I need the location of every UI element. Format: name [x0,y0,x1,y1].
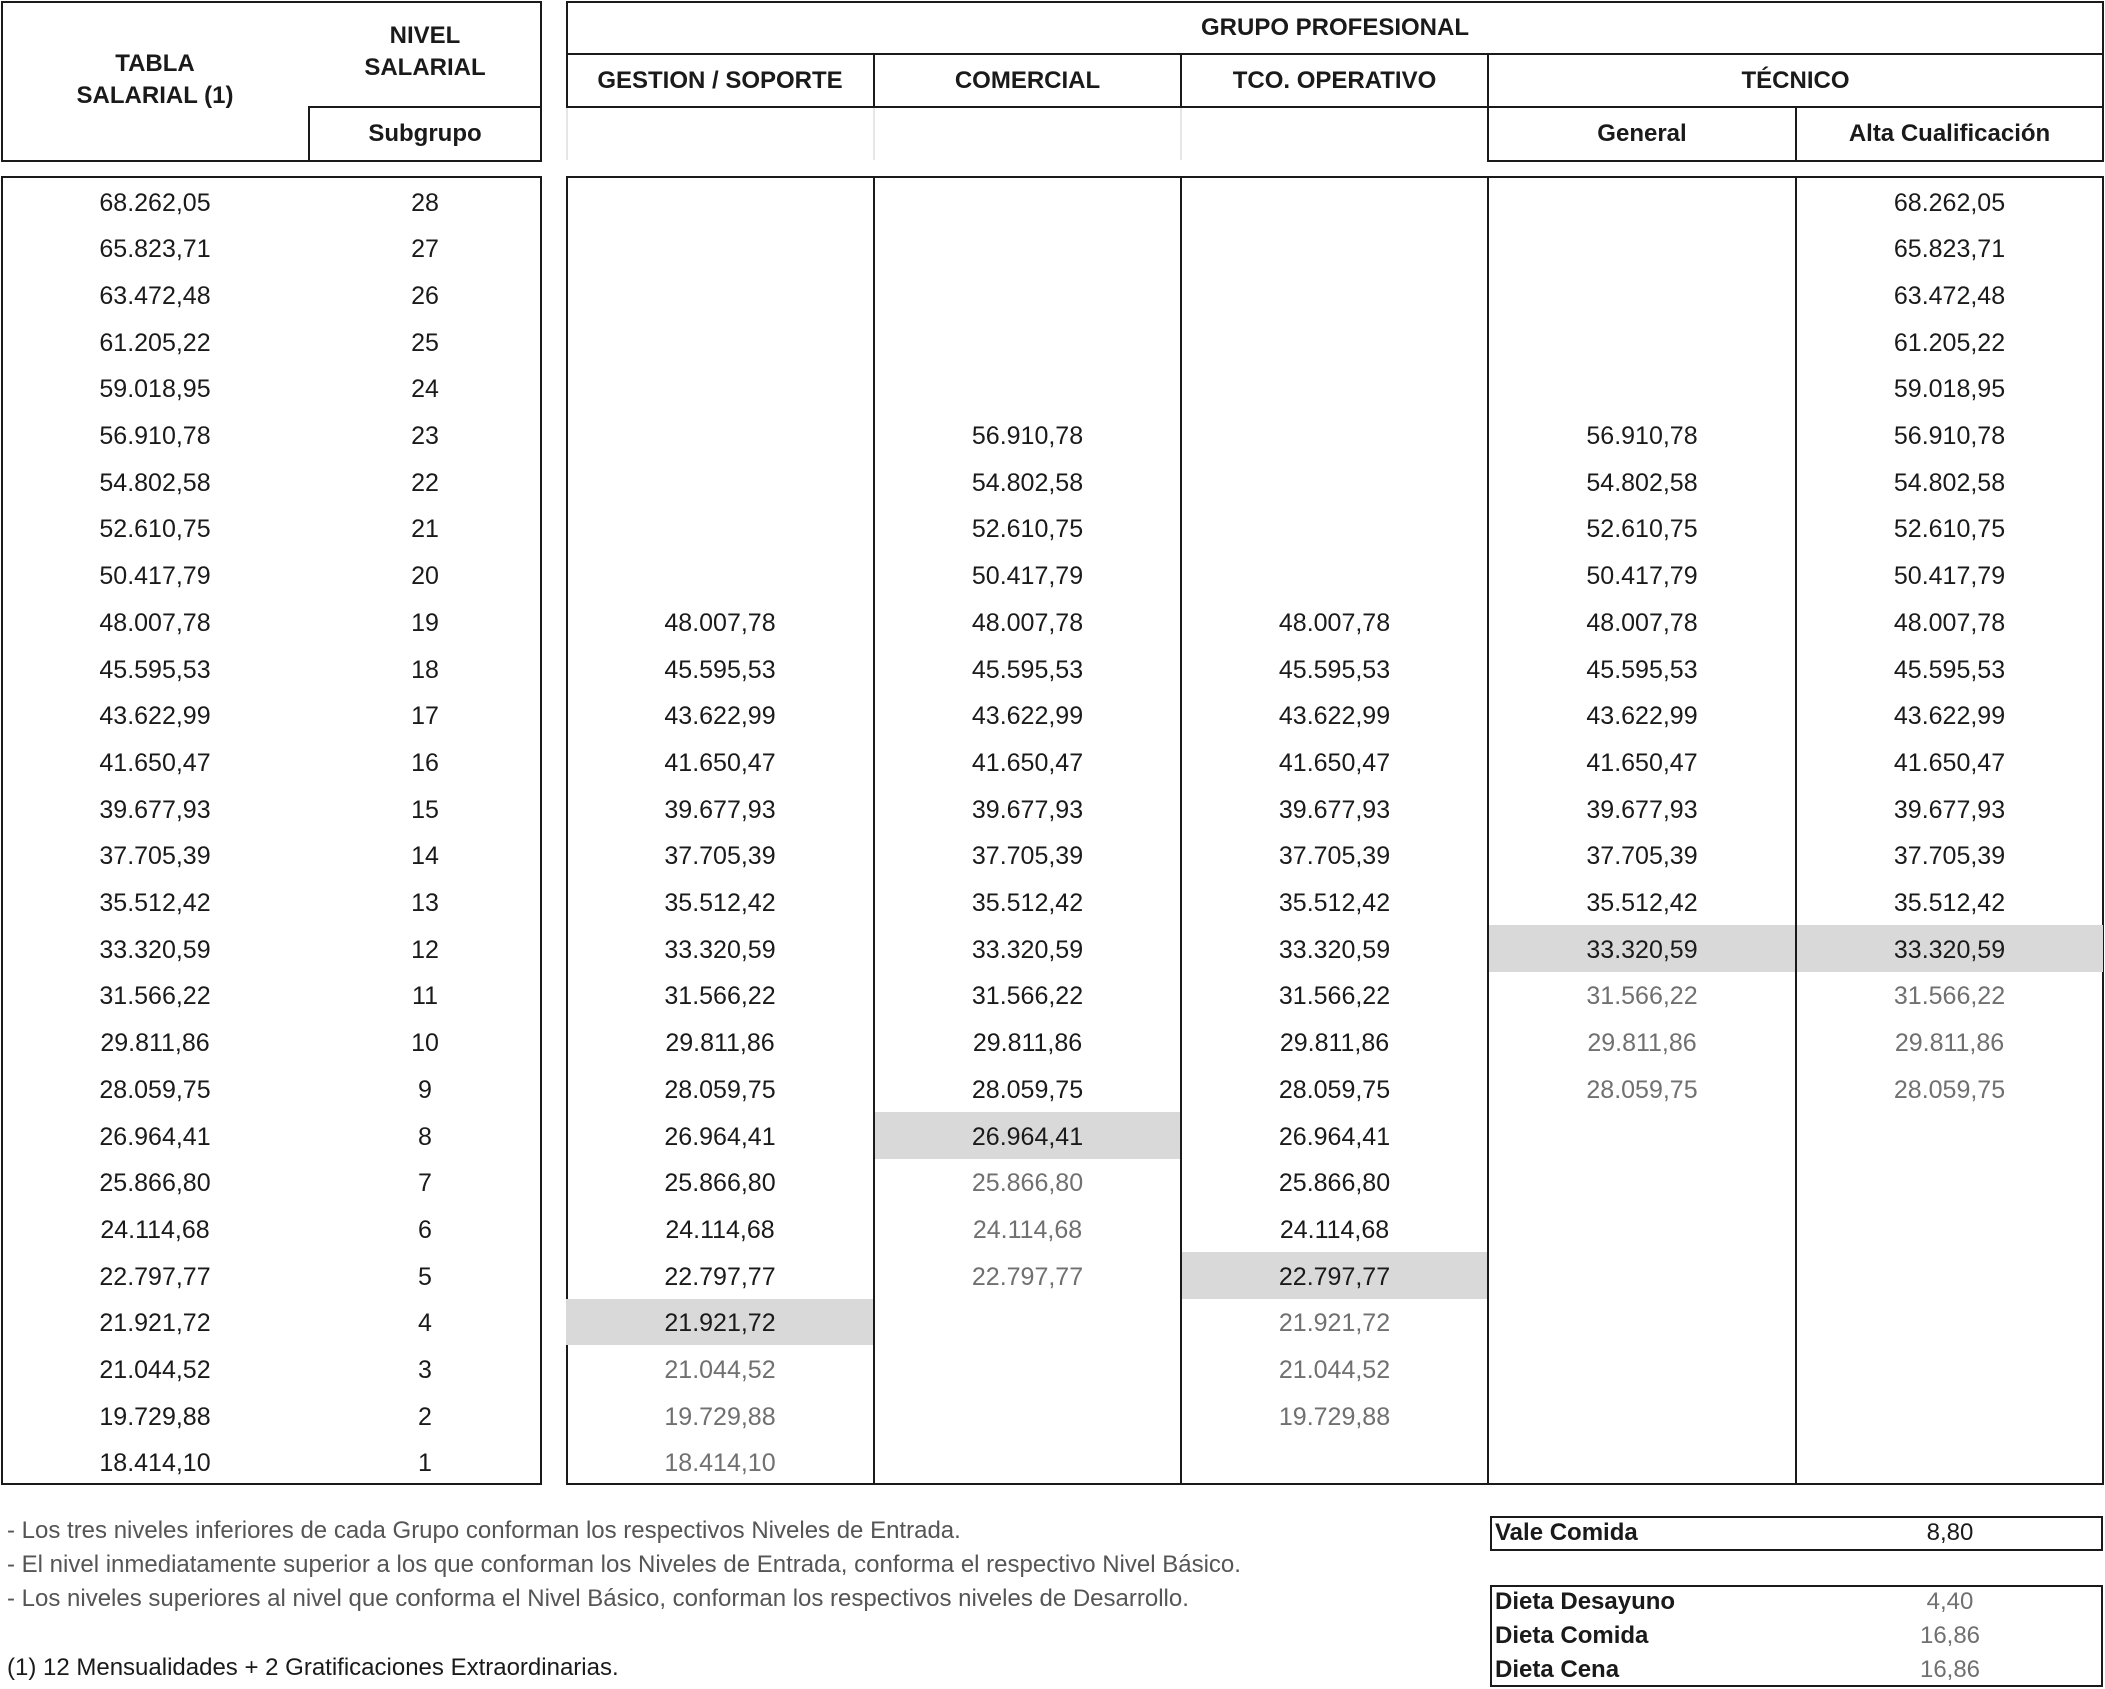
cell-comercial: 52.610,75 [971,515,1084,544]
header-tco-operativo: TCO. OPERATIVO [1232,66,1437,94]
cell-general: 50.417,79 [1586,562,1698,591]
cell-general: 54.802,58 [1586,468,1698,497]
cell-gestion: 18.414,10 [664,1449,776,1478]
header-faint-2 [1180,108,1182,160]
cell-gestion: 28.059,75 [664,1075,776,1104]
body-div-2 [1180,176,1182,1485]
cell-alta: 37.705,39 [1893,842,2006,871]
cell-tco: 48.007,78 [1278,608,1391,637]
cell-general: 35.512,42 [1586,889,1698,917]
dieta-desayuno-value: 4,40 [1926,1588,1974,1615]
cell-alta: 59.018,95 [1893,375,2006,404]
cell-alta: 68.262,05 [1893,188,2006,217]
cell-tco: 28.059,75 [1278,1075,1391,1104]
body-div-3 [1487,176,1489,1485]
header-alta-cualificacion: Alta Cualificación [1848,120,2051,147]
note-footnote: (1) 12 Mensualidades + 2 Gratificaciones Extraordinarias. [7,1654,619,1681]
cell-nivel: 8 [418,1122,432,1151]
cell-gestion: 39.677,93 [664,795,776,824]
cell-gestion: 43.622,99 [664,702,776,731]
cell-tco: 25.866,80 [1278,1169,1391,1198]
cell-tabla: 43.622,99 [99,702,211,731]
cell-alta: 56.910,78 [1893,422,2006,450]
cell-alta: 33.320,59 [1893,935,2006,964]
cell-comercial: 45.595,53 [971,655,1084,684]
cell-tco: 29.811,86 [1279,1029,1390,1058]
cell-tabla: 54.802,58 [99,468,211,497]
cell-tabla: 45.595,53 [99,655,211,684]
header-faint-0 [566,108,568,160]
cell-alta: 39.677,93 [1893,795,2006,824]
cell-tco: 26.964,41 [1278,1122,1391,1151]
cell-tco: 21.044,52 [1278,1356,1391,1384]
header-tecnico: TÉCNICO [1741,66,1850,94]
cell-gestion: 41.650,47 [664,748,776,777]
cell-nivel: 21 [411,515,439,544]
cell-tabla: 39.677,93 [99,795,211,824]
cell-tco: 19.729,88 [1278,1402,1391,1431]
cell-nivel: 5 [418,1262,432,1291]
cell-alta: 41.650,47 [1893,748,2006,777]
cell-gestion: 21.044,52 [664,1356,776,1384]
cell-nivel: 23 [411,422,439,450]
note-entrada: - Los tres niveles inferiores de cada Grupo conforman los respectivos Niveles de Entrada. [7,1517,961,1544]
cell-comercial: 24.114,68 [972,1215,1083,1244]
cell-tco: 22.797,77 [1278,1262,1391,1291]
cell-tco: 45.595,53 [1278,655,1391,684]
cell-tabla: 29.811,86 [100,1029,210,1058]
cell-gestion: 48.007,78 [664,608,776,637]
cell-nivel: 22 [411,468,439,497]
cell-tabla: 61.205,22 [99,328,211,357]
cell-gestion: 26.964,41 [664,1122,776,1151]
cell-tabla: 25.866,80 [99,1169,211,1198]
cell-tabla: 28.059,75 [99,1075,211,1104]
cell-comercial: 35.512,42 [971,889,1084,917]
cell-nivel: 16 [411,748,439,777]
cell-alta: 61.205,22 [1893,328,2006,357]
cell-comercial: 56.910,78 [971,422,1084,450]
cell-alta: 48.007,78 [1893,608,2006,637]
cell-gestion: 31.566,22 [664,982,776,1011]
cell-gestion: 37.705,39 [664,842,776,871]
cell-general: 41.650,47 [1586,748,1698,777]
cell-tco: 43.622,99 [1278,702,1391,731]
cell-nivel: 10 [411,1029,439,1058]
cell-comercial: 37.705,39 [971,842,1084,871]
note-desarrollo: - Los niveles superiores al nivel que conforma el Nivel Básico, conforman los respectivos niveles de Desarrollo. [7,1585,1189,1612]
vale-comida-label: Vale Comida [1495,1519,1638,1546]
cell-alta: 63.472,48 [1893,281,2006,310]
cell-gestion: 22.797,77 [664,1262,776,1291]
cell-tco: 21.921,72 [1278,1309,1391,1338]
cell-alta: 35.512,42 [1893,889,2006,917]
body-div-1 [873,176,875,1485]
cell-nivel: 24 [411,375,439,404]
cell-tabla: 50.417,79 [99,562,211,591]
cell-tabla: 56.910,78 [99,422,211,450]
note-basico: - El nivel inmediatamente superior a los que conforman los Niveles de Entrada, conforma el respectivo Nivel Básico. [7,1551,1241,1578]
cell-comercial: 22.797,77 [971,1262,1084,1291]
header-tabla-salarial: TABLA SALARIAL (1) [76,50,234,109]
cell-comercial: 48.007,78 [971,608,1084,637]
cell-general: 39.677,93 [1586,795,1698,824]
cell-tabla: 21.044,52 [99,1356,211,1384]
cell-tabla: 26.964,41 [99,1122,211,1151]
cell-gestion: 25.866,80 [664,1169,776,1198]
cell-tco: 24.114,68 [1279,1215,1390,1244]
cell-comercial: 28.059,75 [971,1075,1084,1104]
cell-nivel: 20 [411,562,439,591]
cell-gestion: 29.811,86 [665,1029,775,1058]
cell-nivel: 6 [418,1215,432,1244]
cell-tabla: 41.650,47 [99,748,211,777]
cell-nivel: 27 [411,235,439,264]
cell-tabla: 31.566,22 [99,982,211,1011]
cell-tabla: 22.797,77 [99,1262,211,1291]
cell-tabla: 33.320,59 [99,935,211,964]
header-grupo-profesional: GRUPO PROFESIONAL [1200,14,1470,41]
cell-comercial: 43.622,99 [971,702,1084,731]
cell-comercial: 25.866,80 [971,1169,1084,1198]
cell-tabla: 68.262,05 [99,188,211,217]
cell-general: 37.705,39 [1586,842,1698,871]
cell-comercial: 29.811,86 [972,1029,1083,1058]
cell-general: 29.811,86 [1587,1029,1697,1058]
cell-alta: 29.811,86 [1894,1029,2005,1058]
cell-nivel: 15 [411,795,439,824]
cell-general: 28.059,75 [1586,1075,1698,1104]
cell-alta: 52.610,75 [1893,515,2006,544]
cell-alta: 31.566,22 [1893,982,2006,1011]
cell-comercial: 39.677,93 [971,795,1084,824]
cell-gestion: 24.114,68 [665,1215,775,1244]
cell-tco: 37.705,39 [1278,842,1391,871]
cell-nivel: 28 [411,188,439,217]
cell-comercial: 54.802,58 [971,468,1084,497]
dieta-desayuno-label: Dieta Desayuno [1495,1588,1676,1615]
body-div-4 [1795,176,1797,1485]
cell-alta: 28.059,75 [1893,1075,2006,1104]
cell-comercial: 26.964,41 [971,1122,1084,1151]
cell-nivel: 13 [411,889,439,917]
cell-nivel: 14 [411,842,439,871]
cell-tco: 41.650,47 [1278,748,1391,777]
cell-gestion: 35.512,42 [664,889,776,917]
cell-nivel: 9 [418,1075,432,1104]
cell-general: 43.622,99 [1586,702,1698,731]
cell-nivel: 7 [418,1169,432,1198]
cell-comercial: 50.417,79 [971,562,1084,591]
cell-gestion: 19.729,88 [664,1402,776,1431]
header-subgrupo: Subgrupo [368,120,482,147]
cell-tco: 35.512,42 [1278,889,1391,917]
cell-nivel: 11 [412,982,438,1011]
cell-tco: 31.566,22 [1278,982,1391,1011]
cell-general: 48.007,78 [1586,608,1698,637]
cell-comercial: 31.566,22 [971,982,1084,1011]
cell-general: 56.910,78 [1586,422,1698,450]
cell-tabla: 65.823,71 [99,235,211,264]
cell-general: 31.566,22 [1586,982,1698,1011]
header-general: General [1597,120,1687,147]
cell-tabla: 52.610,75 [99,515,211,544]
cell-tabla: 19.729,88 [99,1402,211,1431]
cell-gestion: 45.595,53 [664,655,776,684]
dieta-cena-label: Dieta Cena [1495,1656,1620,1683]
cell-gestion: 21.921,72 [664,1309,776,1338]
cell-tabla: 35.512,42 [99,889,211,917]
cell-nivel: 19 [411,608,439,637]
header-gestion-soporte: GESTION / SOPORTE [597,66,843,94]
cell-alta: 50.417,79 [1893,562,2006,591]
cell-comercial: 33.320,59 [971,935,1084,964]
header-nivel-salarial: NIVEL SALARIAL [364,22,486,81]
cell-alta: 65.823,71 [1893,235,2006,264]
cell-general: 45.595,53 [1586,655,1698,684]
dieta-comida-label: Dieta Comida [1495,1622,1649,1649]
vale-comida-value: 8,80 [1926,1519,1974,1546]
cell-nivel: 18 [411,655,439,684]
cell-tabla: 21.921,72 [99,1309,211,1338]
cell-nivel: 3 [418,1356,432,1384]
cell-general: 52.610,75 [1586,515,1698,544]
cell-tabla: 63.472,48 [99,281,211,310]
dieta-comida-value: 16,86 [1919,1622,1981,1649]
cell-nivel: 1 [418,1449,432,1478]
cell-alta: 45.595,53 [1893,655,2006,684]
cell-nivel: 4 [418,1309,432,1338]
cell-alta: 54.802,58 [1893,468,2006,497]
dieta-cena-value: 16,86 [1919,1656,1981,1683]
cell-nivel: 17 [411,702,439,731]
cell-nivel: 26 [411,281,439,310]
cell-tco: 33.320,59 [1278,935,1391,964]
cell-tco: 39.677,93 [1278,795,1391,824]
cell-tabla: 18.414,10 [99,1449,211,1478]
cell-nivel: 12 [411,935,439,964]
cell-gestion: 33.320,59 [664,935,776,964]
cell-tabla: 24.114,68 [100,1215,210,1244]
cell-tabla: 37.705,39 [99,842,211,871]
cell-comercial: 41.650,47 [971,748,1084,777]
cell-tabla: 59.018,95 [99,375,211,404]
header-faint-1 [873,108,875,160]
header-comercial: COMERCIAL [954,66,1101,94]
cell-tabla: 48.007,78 [99,608,211,637]
cell-general: 33.320,59 [1586,935,1698,964]
cell-alta: 43.622,99 [1893,702,2006,731]
cell-nivel: 25 [411,328,439,357]
cell-nivel: 2 [418,1402,432,1431]
